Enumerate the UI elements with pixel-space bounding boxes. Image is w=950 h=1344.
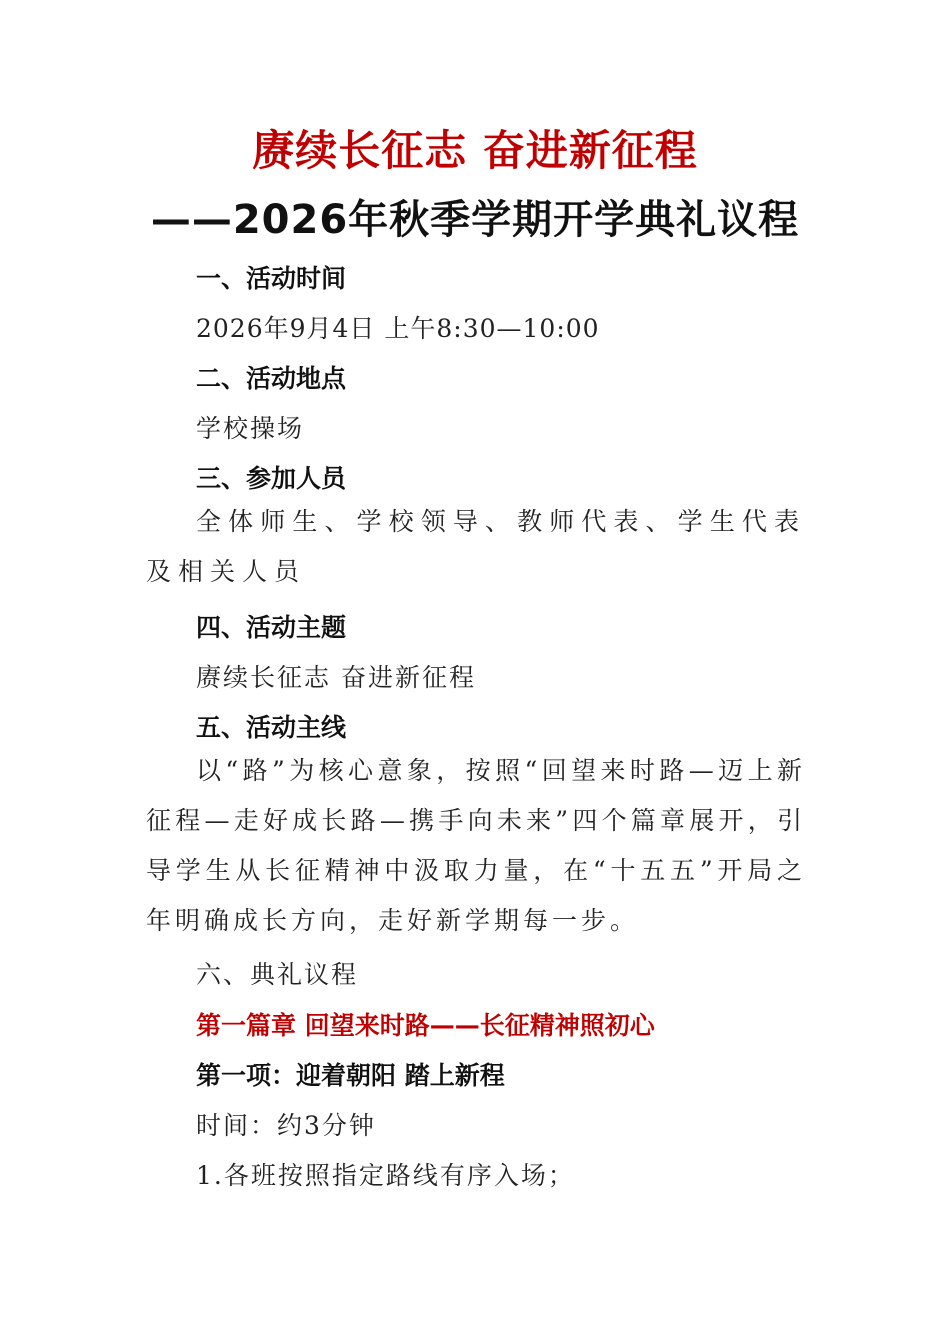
section-content-mainline: 以“路”为核心意象，按照“回望来时路—迈上新征程—走好成长路—携手向未来”四个篇章展开，引导学生从长征精神中汲取力量，在“十五五”开局之年明确成长方向，走好新学期每一步。 xyxy=(146,756,806,935)
section-heading-agenda: 六、典礼议程 xyxy=(196,960,359,989)
section-heading-participants: 三、参加人员 xyxy=(196,464,347,493)
section-heading-location: 二、活动地点 xyxy=(196,364,347,393)
agenda-item-step: 1.各班按照指定路线有序入场； xyxy=(196,1161,575,1190)
document-subtitle: ——2026年秋季学期开学典礼议程 xyxy=(150,197,800,243)
section-heading-time: 一、活动时间 xyxy=(196,264,347,293)
document-title: 赓续长征志 奋进新征程 xyxy=(252,126,698,175)
section-content-participants: 全体师生、学校领导、教师代表、学生代表及相关人员 xyxy=(146,507,806,586)
chapter-title: 第一篇章 回望来时路——长征精神照初心 xyxy=(196,1011,655,1040)
section-content-theme: 赓续长征志 奋进新征程 xyxy=(196,663,476,692)
agenda-item-time: 时间：约3分钟 xyxy=(196,1111,376,1140)
section-heading-theme: 四、活动主题 xyxy=(196,613,347,642)
agenda-item-title: 第一项：迎着朝阳 踏上新程 xyxy=(196,1061,505,1090)
section-content-location: 学校操场 xyxy=(196,414,305,443)
section-content-time: 2026年9月4日 上午8:30—10:00 xyxy=(196,314,600,343)
section-heading-mainline: 五、活动主线 xyxy=(196,713,347,742)
